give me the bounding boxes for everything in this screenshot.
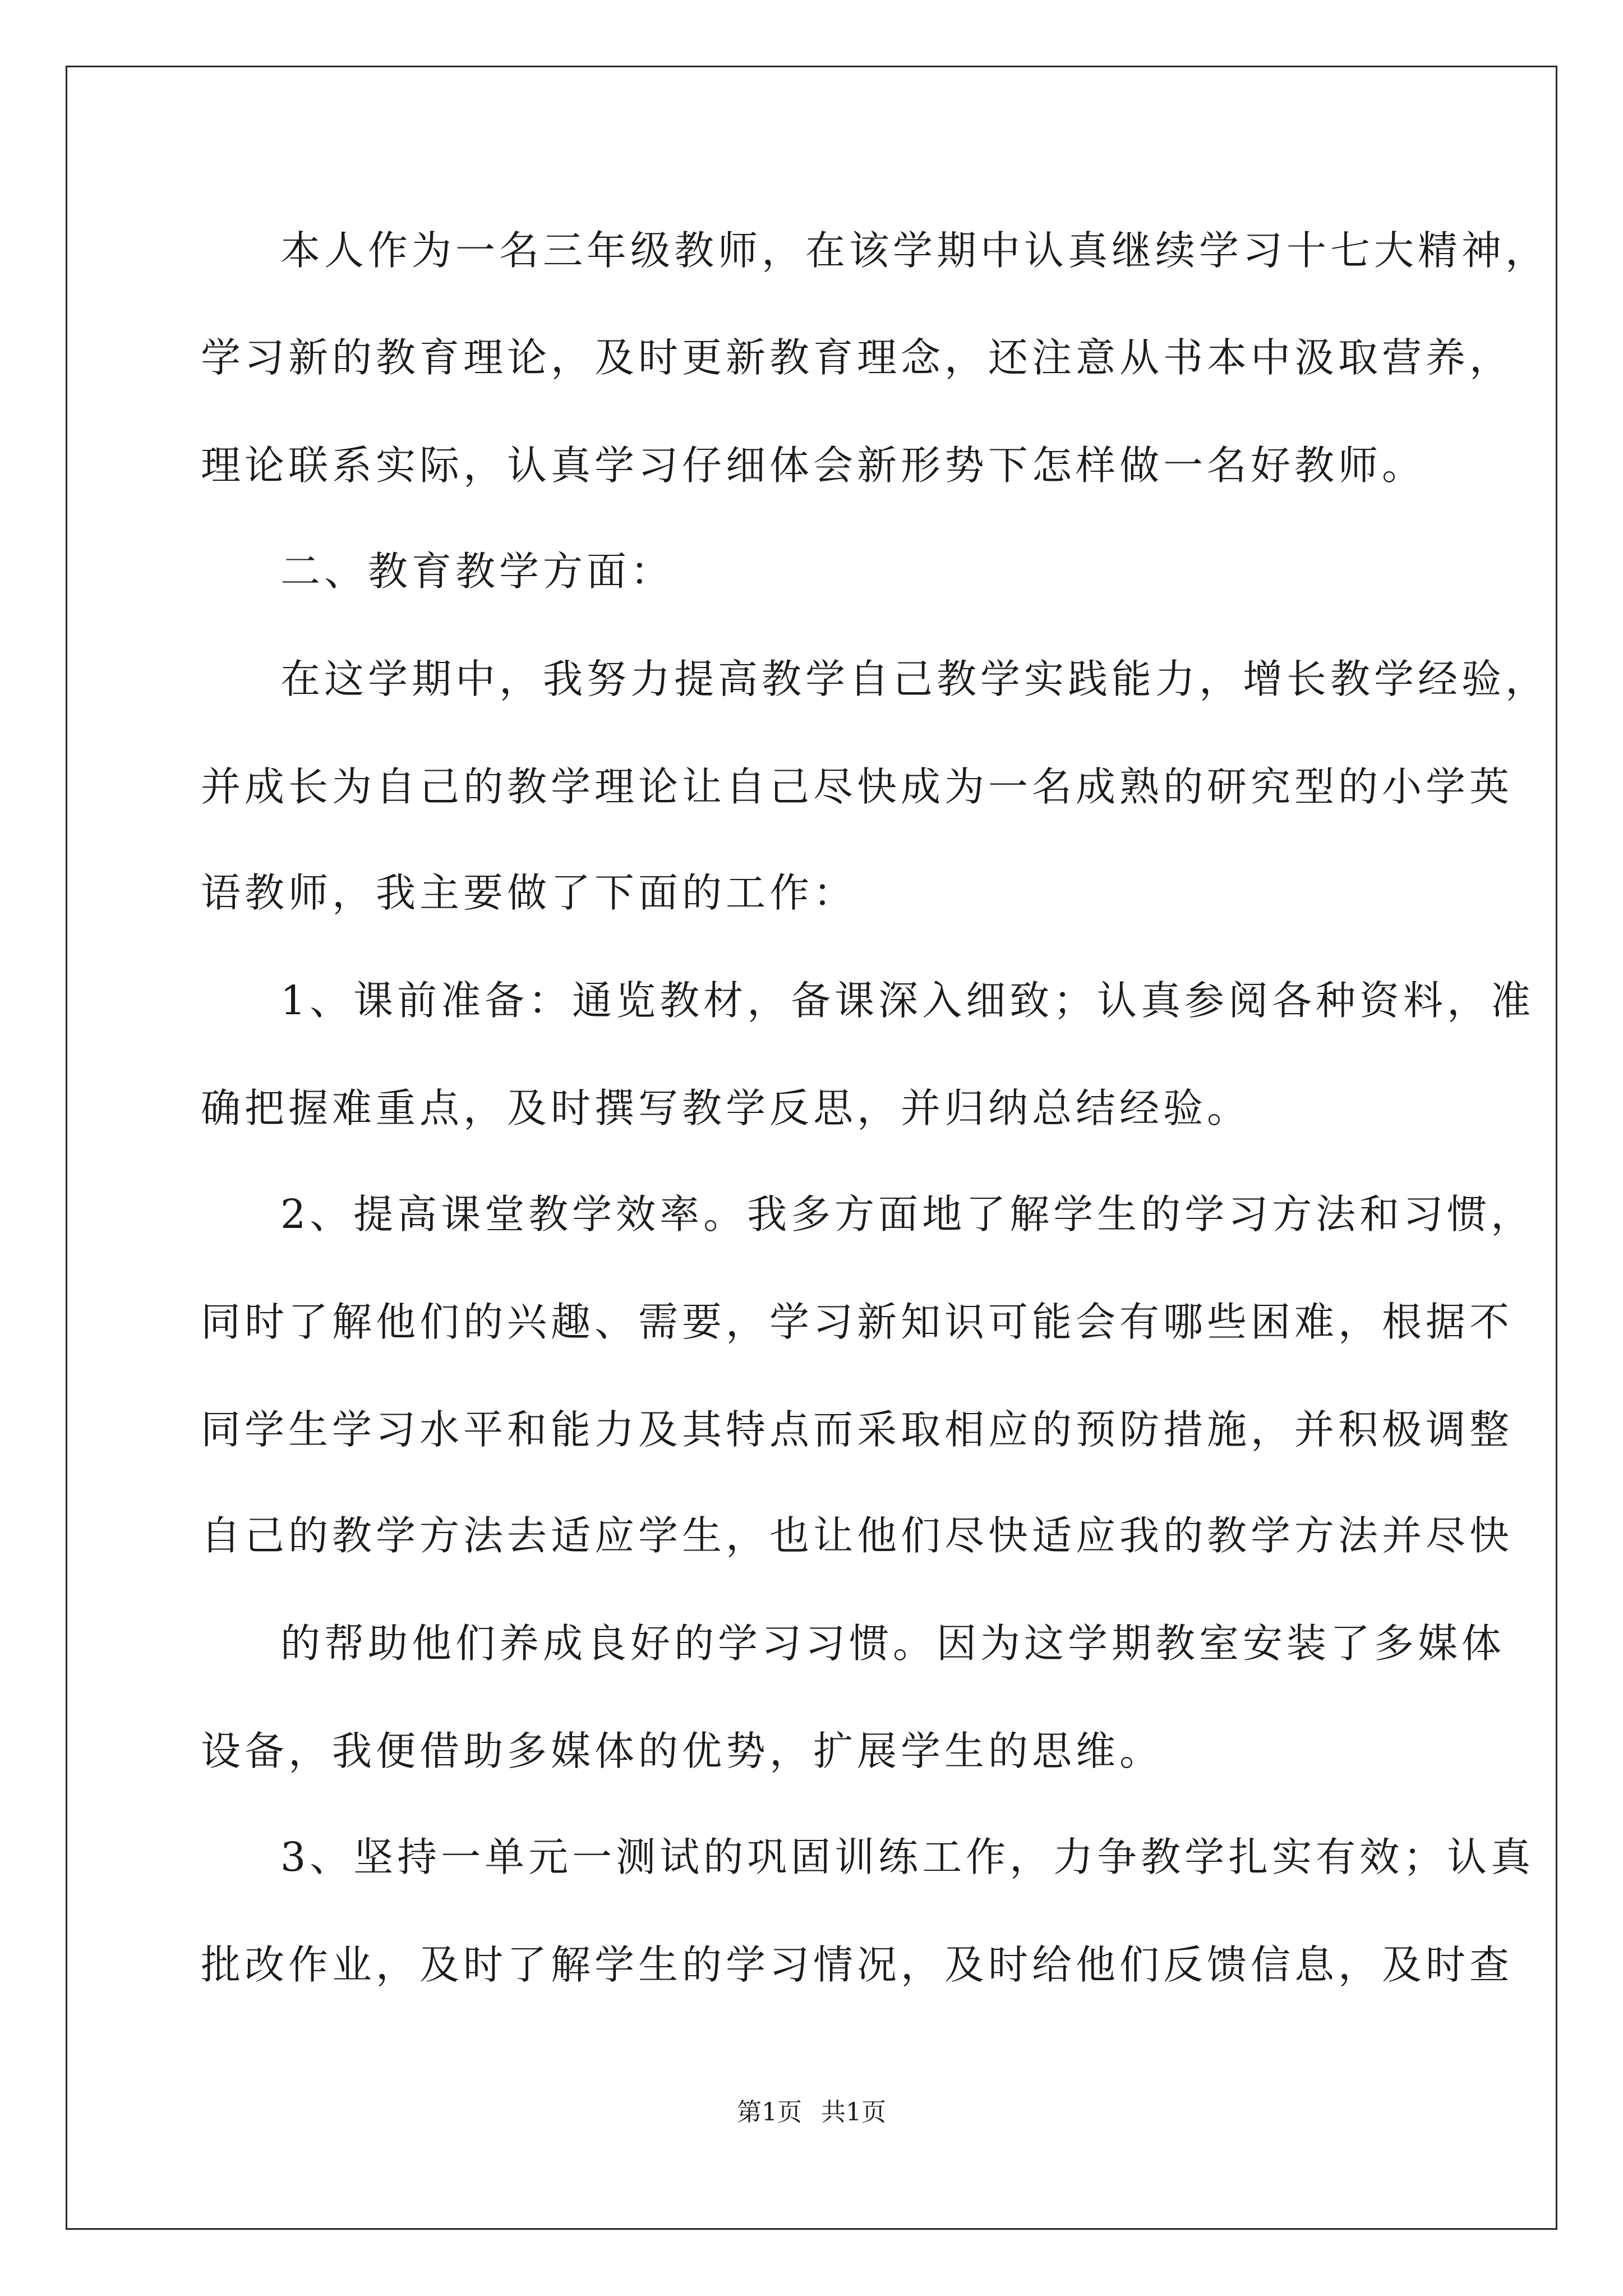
page-footer (0, 2096, 1623, 2129)
text-line: 1、课前准备：通览教材，备课深入细致；认真参阅各种资料，准 (280, 977, 1535, 1024)
text-line: 的帮助他们养成良好的学习习惯。因为这学期教室安装了多媒体 (280, 1620, 1506, 1667)
text-line: 语教师，我主要做了下面的工作： (201, 869, 857, 916)
text-line: 设备，我便借助多媒体的优势，扩展学生的思维。 (201, 1728, 1164, 1774)
text-line: 同学生学习水平和能力及其特点而采取相应的预防措施，并积极调整 (201, 1406, 1514, 1453)
text-line: 确把握难重点，及时撰写教学反思，并归纳总结经验。 (201, 1085, 1251, 1131)
text-line: 2、提高课堂教学效率。我多方面地了解学生的学习方法和习惯， (280, 1191, 1535, 1237)
text-line: 在这学期中，我努力提高教学自己教学实践能力，增长教学经验， (280, 656, 1550, 702)
text-line: 学习新的教育理论，及时更新教育理念，还注意从书本中汲取营养， (201, 334, 1514, 381)
text-line: 同时了解他们的兴趣、需要，学习新知识可能会有哪些困难，根据不 (201, 1299, 1514, 1345)
page-total: 共1页 (821, 2098, 886, 2127)
text-line: 本人作为一名三年级教师，在该学期中认真继续学习十七大精神， (280, 227, 1550, 274)
text-line: 批改作业，及时了解学生的学习情况，及时给他们反馈信息，及时查 (201, 1941, 1514, 1988)
text-line: 并成长为自己的教学理论让自己尽快成为一名成熟的研究型的小学英 (201, 763, 1514, 810)
text-line: 理论联系实际，认真学习仔细体会新形势下怎样做一名好教师。 (201, 442, 1426, 489)
section-heading: 二、教育教学方面： (280, 548, 675, 595)
page-number: 第1页 (737, 2098, 802, 2127)
text-line: 自己的教学方法去适应学生，也让他们尽快适应我的教学方法并尽快 (201, 1512, 1514, 1559)
text-line: 3、坚持一单元一测试的巩固训练工作，力争教学扎实有效；认真 (280, 1834, 1535, 1880)
